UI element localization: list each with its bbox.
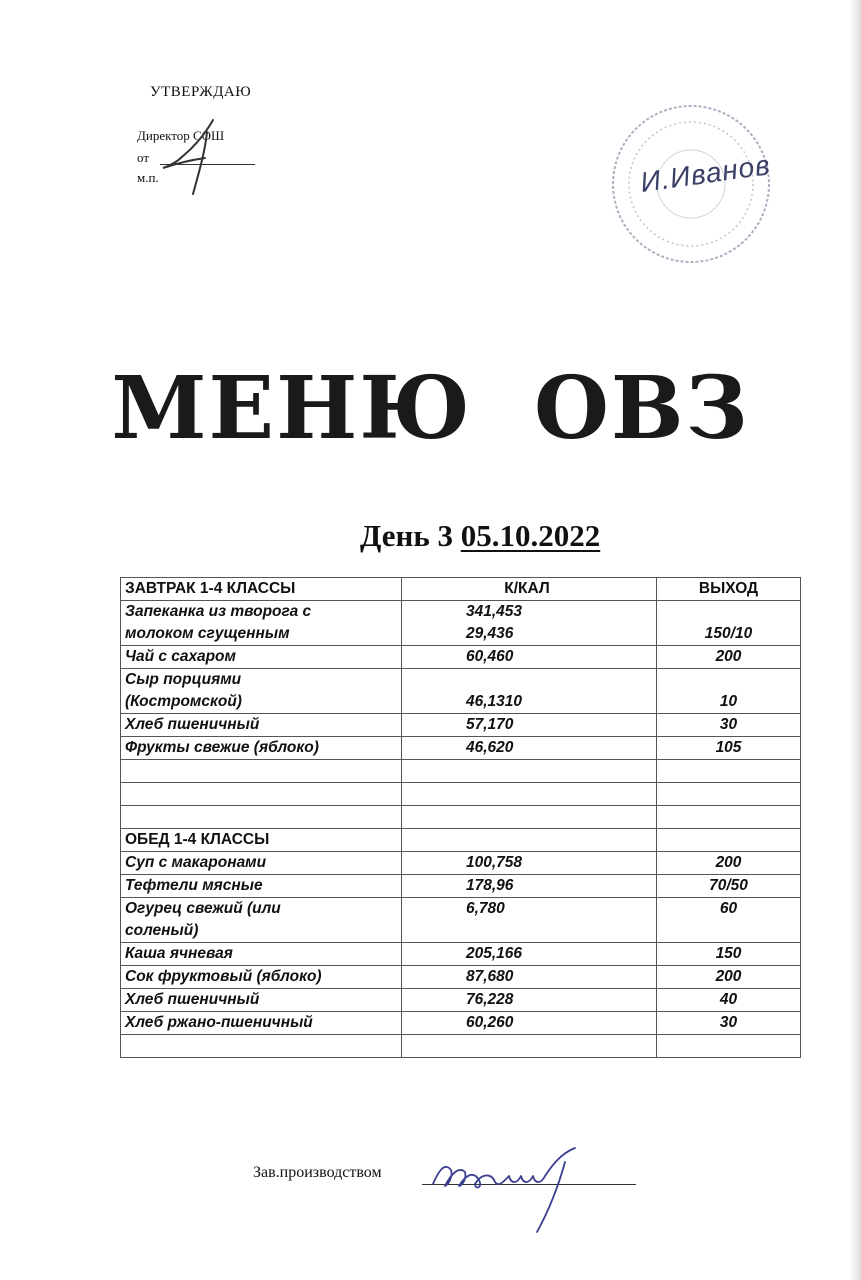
dish-name: Хлеб ржано-пшеничный [121, 1012, 402, 1035]
dish-name: Чай с сахаром [121, 646, 402, 669]
dish-kcal: 87,680 [402, 966, 657, 989]
dish-kcal: 60,460 [402, 646, 657, 669]
table-row-empty [121, 1035, 801, 1058]
table-row [121, 737, 801, 760]
production-manager-label: Зав.производством [253, 1164, 382, 1181]
dish-output: 30 [657, 714, 801, 737]
header-kcal: К/КАЛ [402, 578, 657, 601]
dish-kcal: 205,166 [402, 943, 657, 966]
manager-signature [425, 1140, 600, 1240]
table-row [121, 601, 801, 646]
dish-name-line: Сыр порциями [125, 671, 242, 688]
dish-output: 200 [657, 966, 801, 989]
dish-name-line: соленый) [125, 922, 199, 939]
table-row [121, 714, 801, 737]
dish-kcal: 6,780 [402, 898, 657, 943]
dish-name-line: молоком сгущенным [125, 625, 290, 642]
table-row [121, 1012, 801, 1035]
header-lunch: ОБЕД 1-4 КЛАССЫ [121, 829, 402, 852]
header-breakfast: ЗАВТРАК 1-4 КЛАССЫ [121, 578, 402, 601]
approval-title: УТВЕРЖДАЮ [150, 84, 252, 100]
dish-name: Фрукты свежие (яблоко) [121, 737, 402, 760]
table-row [121, 898, 801, 943]
dish-output: 40 [657, 989, 801, 1012]
dish-output: 60 [657, 898, 801, 943]
table-row-empty [121, 783, 801, 806]
page-edge-shadow [849, 0, 861, 1280]
dish-kcal: 100,758 [402, 852, 657, 875]
table-row [121, 669, 801, 714]
dish-name: Каша ячневая [121, 943, 402, 966]
table-row [121, 646, 801, 669]
day-label: День 3 [360, 518, 453, 553]
dish-output: 105 [657, 737, 801, 760]
dish-name [121, 669, 402, 714]
approval-seal-line: м.п. [137, 170, 159, 185]
dish-output: 200 [657, 852, 801, 875]
day-date: 05.10.2022 [460, 518, 601, 553]
dish-output: 10 [657, 669, 801, 714]
dish-output: 200 [657, 646, 801, 669]
dish-name: Тефтели мясные [121, 875, 402, 898]
dish-name [121, 898, 402, 943]
dish-kcal-line: 341,453 [466, 603, 523, 620]
dish-kcal: 178,96 [402, 875, 657, 898]
dish-name: Суп с макаронами [121, 852, 402, 875]
day-heading [360, 518, 600, 554]
dish-output: 70/50 [657, 875, 801, 898]
dish-kcal [402, 601, 657, 646]
dish-kcal: 76,228 [402, 989, 657, 1012]
table-row [121, 989, 801, 1012]
table-header-row [121, 578, 801, 601]
dish-output: 30 [657, 1012, 801, 1035]
dish-kcal: 57,170 [402, 714, 657, 737]
director-signature [155, 112, 245, 202]
header-output: ВЫХОД [657, 578, 801, 601]
table-row-empty [121, 760, 801, 783]
dish-kcal: 60,260 [402, 1012, 657, 1035]
dish-kcal-line: 29,436 [466, 625, 514, 642]
dish-output: 150 [657, 943, 801, 966]
dish-kcal: 46,620 [402, 737, 657, 760]
dish-kcal: 46,1310 [402, 669, 657, 714]
dish-name-line: (Костромской) [125, 693, 242, 710]
page-title: МЕНЮ ОВЗ [111, 358, 750, 459]
lunch-header-row [121, 829, 801, 852]
dish-name-line: Запеканка из творога с [125, 603, 312, 620]
dish-name [121, 601, 402, 646]
table-row [121, 875, 801, 898]
stamp-signature: И.Иванов [638, 149, 773, 198]
dish-name: Хлеб пшеничный [121, 714, 402, 737]
dish-name: Хлеб пшеничный [121, 989, 402, 1012]
dish-output: 150/10 [657, 601, 801, 646]
table-row [121, 852, 801, 875]
dish-name: Сок фруктовый (яблоко) [121, 966, 402, 989]
approval-director-line: Директор СОШ [137, 128, 225, 143]
table-row [121, 966, 801, 989]
dish-name-line: Огурец свежий (или [125, 900, 281, 917]
table-row [121, 943, 801, 966]
approval-date-line: от [137, 150, 150, 165]
menu-table [120, 577, 801, 1058]
table-row-empty [121, 806, 801, 829]
